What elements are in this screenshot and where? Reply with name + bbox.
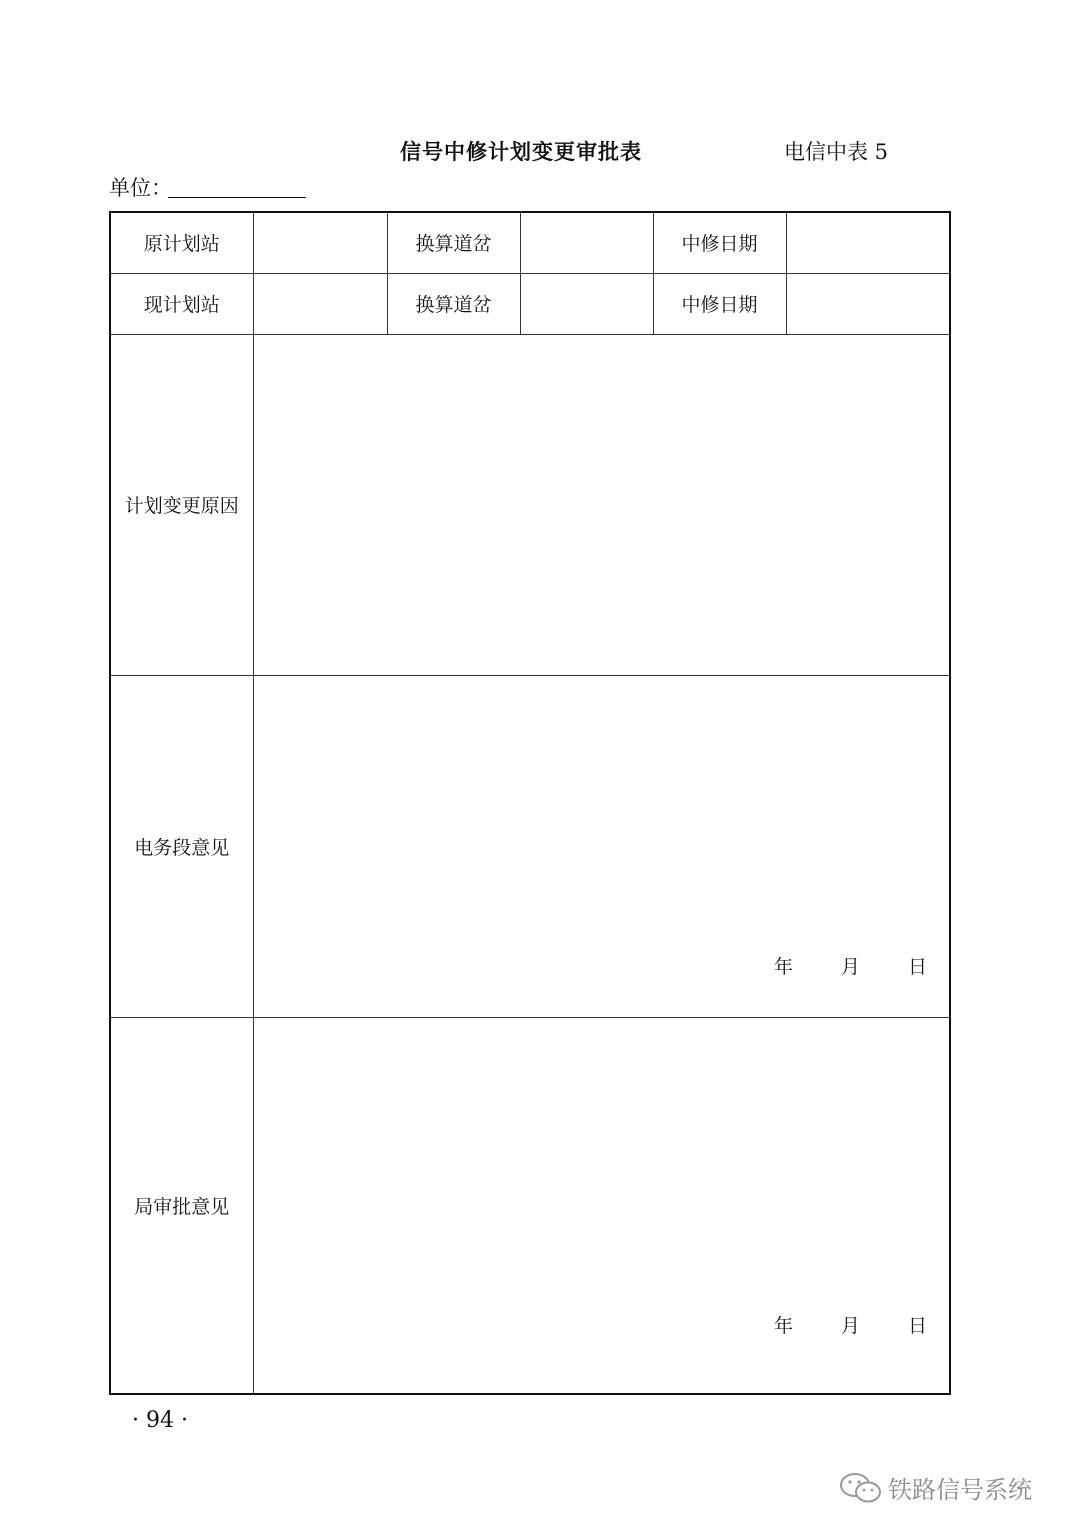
table-row-current-plan (110, 273, 950, 334)
original-station-field[interactable] (253, 212, 387, 273)
current-switch-field[interactable] (520, 273, 653, 334)
watermark-text: 铁路信号系统 (888, 1476, 1032, 1504)
original-station-label: 原计划站 (110, 212, 253, 273)
original-switch-field[interactable] (520, 212, 653, 273)
date-month-label: 月 (840, 1315, 860, 1337)
table-row-reason (110, 334, 950, 676)
approval-table (109, 211, 951, 1395)
watermark (838, 1470, 1032, 1505)
date-month-label: 月 (840, 955, 860, 978)
unit-fill-line[interactable] (168, 197, 306, 198)
original-date-field[interactable] (786, 212, 950, 273)
wechat-icon (838, 1472, 884, 1504)
date-day-label: 日 (907, 1315, 927, 1337)
current-station-field[interactable] (253, 273, 387, 334)
bureau-opinion-label: 局审批意见 (110, 1017, 253, 1394)
current-station-label: 现计划站 (110, 273, 253, 334)
original-date-label: 中修日期 (653, 212, 786, 273)
original-switch-label: 换算道岔 (387, 212, 520, 273)
current-date-label: 中修日期 (653, 273, 786, 334)
form-title: 信号中修计划变更审批表 (400, 140, 642, 164)
date-year-label: 年 (773, 955, 793, 978)
table-row-bureau-opinion (110, 1017, 950, 1394)
page-number: · 94 · (132, 1408, 188, 1433)
date-year-label: 年 (773, 1315, 793, 1337)
unit-label: 单位： (109, 176, 172, 200)
reason-label: 计划变更原因 (110, 334, 253, 676)
bureau-opinion-field[interactable] (253, 1017, 950, 1394)
section-opinion-date (774, 952, 927, 979)
table-row-section-opinion (110, 676, 950, 1018)
section-opinion-label: 电务段意见 (110, 676, 253, 1018)
section-opinion-field[interactable] (253, 676, 950, 1018)
table-row-original-plan (110, 212, 950, 273)
current-switch-label: 换算道岔 (387, 273, 520, 334)
current-date-field[interactable] (786, 273, 950, 334)
date-day-label: 日 (907, 955, 927, 978)
bureau-opinion-date (774, 1311, 927, 1338)
form-code: 电信中表 5 (784, 140, 889, 164)
reason-field[interactable] (253, 334, 950, 676)
